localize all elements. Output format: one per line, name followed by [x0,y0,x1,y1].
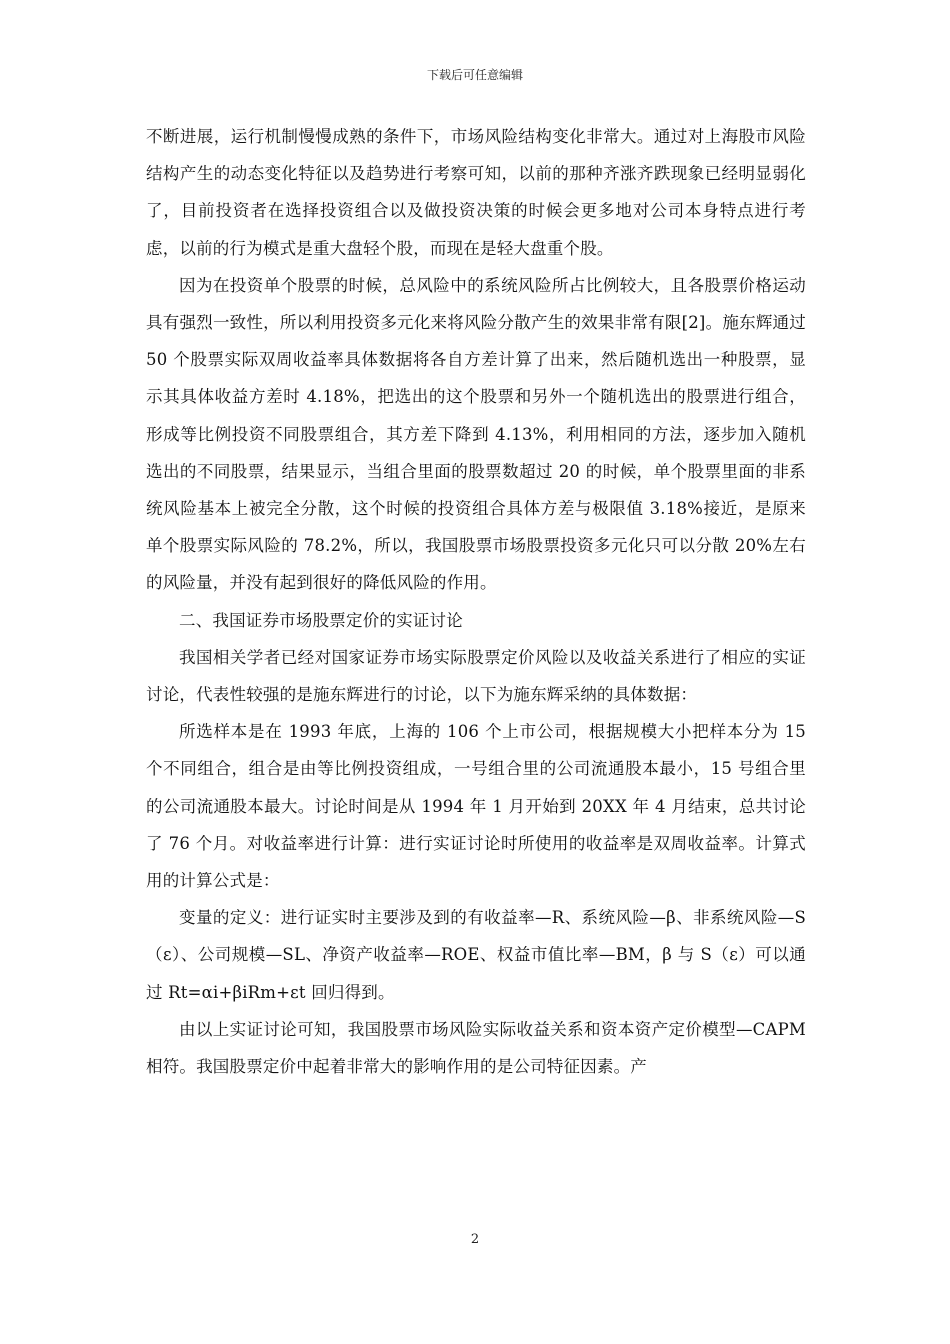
page-header: 下载后可任意编辑 [426,68,523,82]
paragraph: 因为在投资单个股票的时候，总风险中的系统风险所占比例较大，且各股票价格运动具有强烈一致性，所以利用投资多元化来将风险分散产生的效果非常有限[2]。施东辉通过 50 个股票实际双周收益率具体数据将各自方差计算了出来，然后随机选出一种股票，显示其具体收益方差时 4.18%，把选出的这个股票和另外一个随机选出的股票进行组合，形成等比例投资不同股票组合，其方差下降到 4.13%，利用相同的方法，逐步加入随机选出的不同股票，结果显示，当组合里面的股票数超过 20 的时候，单个股票里面的非系统风险基本上被完全分散，这个时候的投资组合具体方差与极限值 3.18%接近，是原来单个股票实际风险的 78.2%，所以，我国股票市场股票投资多元化只可以分散 20%左右的风险量，并没有起到很好的降低风险的作用。 [146,275,806,593]
paragraph: 不断进展，运行机制慢慢成熟的条件下，市场风险结构变化非常大。通过对上海股市风险结构产生的动态变化特征以及趋势进行考察可知，以前的那种齐涨齐跌现象已经明显弱化了，目前投资者在选择投资组合以及做投资决策的时候会更多地对公司本身特点进行考虑，以前的行为模式是重大盘轻个股，而现在是轻大盘重个股。 [146,127,806,258]
section-heading: 二、我国证券市场股票定价的实证讨论 [179,610,463,630]
page-number: 2 [470,1232,480,1247]
paragraph: 变量的定义：进行证实时主要涉及到的有收益率—R、系统风险—β、非系统风险—S（ε）、公司规模—SL、净资产收益率—ROE、权益市值比率—BM，β 与 S（ε）可以通过 Rt=αi+βiRm+εt 回归得到。 [146,908,806,1002]
paragraph: 我国相关学者已经对国家证券市场实际股票定价风险以及收益关系进行了相应的实证讨论，代表性较强的是施东辉进行的讨论，以下为施东辉采纳的具体数据： [146,647,806,705]
paragraph: 由以上实证讨论可知，我国股票市场风险实际收益关系和资本资产定价模型—CAPM 相符。我国股票定价中起着非常大的影响作用的是公司特征因素。产 [146,1019,806,1077]
document-body [146,118,806,1085]
paragraph: 所选样本是在 1993 年底，上海的 106 个上市公司，根据规模大小把样本分为 15 个不同组合，组合是由等比例投资组成，一号组合里的公司流通股本最小，15 号组合里的公司流通股本最大。讨论时间是从 1994 年 1 月开始到 20XX 年 4 月结束，总共讨论了 76 个月。对收益率进行计算：进行实证讨论时所使用的收益率是双周收益率。计算式用的计算公式是： [146,722,806,891]
